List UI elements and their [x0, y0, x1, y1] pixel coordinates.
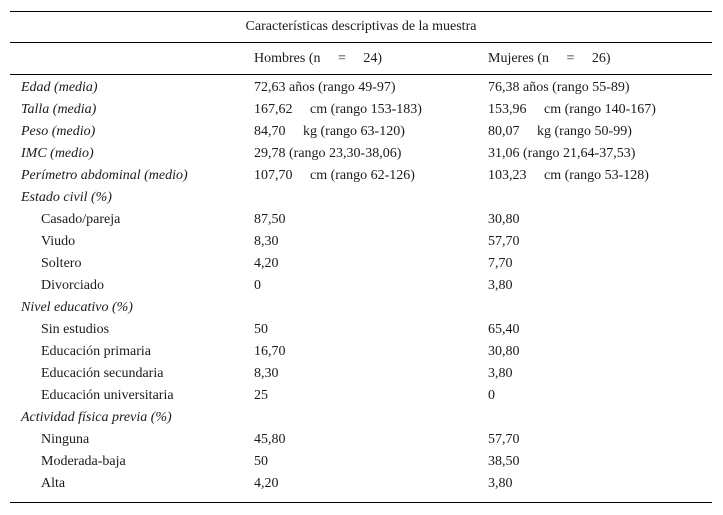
men-value: 29,78 (rango 23,30-38,06) [254, 146, 402, 161]
men-value: 4,20 [254, 256, 279, 271]
table-row [10, 363, 712, 385]
women-value: 7,70 [488, 256, 513, 271]
women-value: 38,50 [488, 454, 520, 469]
women-value: 3,80 [488, 476, 513, 491]
section-label: Actividad física previa (%) [21, 410, 172, 425]
row-label: Sin estudios [41, 322, 110, 337]
women-value: 103,23 cm (rango 53-128) [488, 168, 649, 183]
section-label: Estado civil (%) [21, 190, 112, 205]
header-rule [10, 74, 712, 75]
row-label: Edad (media) [21, 80, 98, 95]
table-row [10, 275, 712, 297]
women-value: 76,38 años (rango 55-89) [488, 80, 630, 95]
women-value: 30,80 [488, 212, 520, 227]
table-row [10, 121, 712, 143]
table-row [10, 451, 712, 473]
women-value: 3,80 [488, 278, 513, 293]
table-row [10, 99, 712, 121]
table-row [10, 341, 712, 363]
women-value: 3,80 [488, 366, 513, 381]
row-label: Moderada-baja [41, 454, 126, 469]
men-value: 107,70 cm (rango 62-126) [254, 168, 415, 183]
women-value: 153,96 cm (rango 140-167) [488, 102, 656, 117]
row-label: Perímetro abdominal (medio) [21, 168, 188, 183]
table-row [10, 429, 712, 451]
men-value: 167,62 cm (rango 153-183) [254, 102, 422, 117]
men-value: 50 [254, 454, 268, 469]
table-row [10, 319, 712, 341]
women-value: 30,80 [488, 344, 520, 359]
men-value: 8,30 [254, 234, 279, 249]
header-men: Hombres (n = 24) [254, 51, 383, 66]
table-title: Características descriptivas de la muestra [245, 19, 477, 34]
table-header-row [10, 43, 712, 74]
table-row [10, 231, 712, 253]
row-label: Casado/pareja [41, 212, 121, 227]
section-label: Nivel educativo (%) [21, 300, 133, 315]
women-value: 31,06 (rango 21,64-37,53) [488, 146, 636, 161]
table-row [10, 385, 712, 407]
men-value: 16,70 [254, 344, 286, 359]
row-label: Soltero [41, 256, 82, 271]
men-value: 84,70 kg (rango 63-120) [254, 124, 405, 139]
table-row [10, 143, 712, 165]
row-label: Alta [41, 476, 66, 491]
row-label: Viudo [41, 234, 76, 249]
row-label: Divorciado [41, 278, 104, 293]
men-value: 25 [254, 388, 268, 403]
men-value: 72,63 años (rango 49-97) [254, 80, 396, 95]
men-value: 45,80 [254, 432, 286, 447]
men-value: 4,20 [254, 476, 279, 491]
table-row [10, 209, 712, 231]
table-row [10, 253, 712, 275]
table-body [10, 77, 712, 495]
table-row [10, 473, 712, 495]
table-section-row [10, 297, 712, 319]
women-value: 57,70 [488, 432, 520, 447]
men-value: 0 [254, 278, 261, 293]
row-label: Ninguna [41, 432, 90, 447]
women-value: 80,07 kg (rango 50-99) [488, 124, 632, 139]
table-section-row [10, 187, 712, 209]
women-value: 0 [488, 388, 495, 403]
men-value: 87,50 [254, 212, 286, 227]
row-label: Educación secundaria [41, 366, 164, 381]
row-label: IMC (medio) [21, 146, 94, 161]
bottom-rule [10, 502, 712, 503]
table-row [10, 165, 712, 187]
row-label: Talla (media) [21, 102, 97, 117]
table-section-row [10, 407, 712, 429]
men-value: 8,30 [254, 366, 279, 381]
table-row [10, 77, 712, 99]
women-value: 57,70 [488, 234, 520, 249]
row-label: Educación primaria [41, 344, 152, 359]
women-value: 65,40 [488, 322, 520, 337]
men-value: 50 [254, 322, 268, 337]
row-label: Educación universitaria [41, 388, 174, 403]
header-women: Mujeres (n = 26) [488, 51, 611, 66]
row-label: Peso (medio) [21, 124, 96, 139]
